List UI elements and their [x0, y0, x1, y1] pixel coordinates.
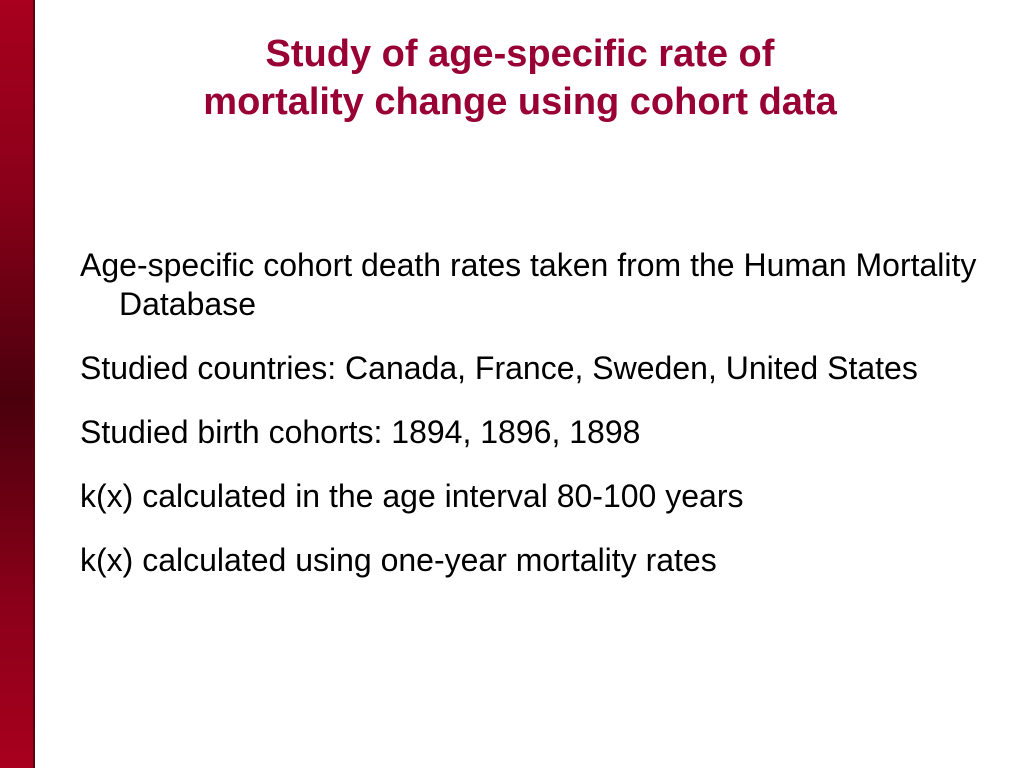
bullet-item: k(x) calculated in the age interval 80-100 years [80, 478, 744, 514]
bullet-item: k(x) calculated using one-year mortality rates [80, 542, 717, 578]
side-accent-bar-edge [33, 0, 35, 768]
side-accent-bar [0, 0, 33, 768]
bullet-item: Studied countries: Canada, France, Sweden, United States [80, 350, 918, 386]
bullet-item: Studied birth cohorts: 1894, 1896, 1898 [80, 414, 641, 450]
slide-title-line-2: mortality change using cohort data [203, 81, 837, 123]
slide-title [60, 30, 980, 126]
bullet-item: Age-specific cohort death rates taken from the Human Mortality Database [80, 247, 977, 322]
slide-title-line-1: Study of age-specific rate of [265, 33, 775, 75]
bullet-list [80, 246, 980, 605]
